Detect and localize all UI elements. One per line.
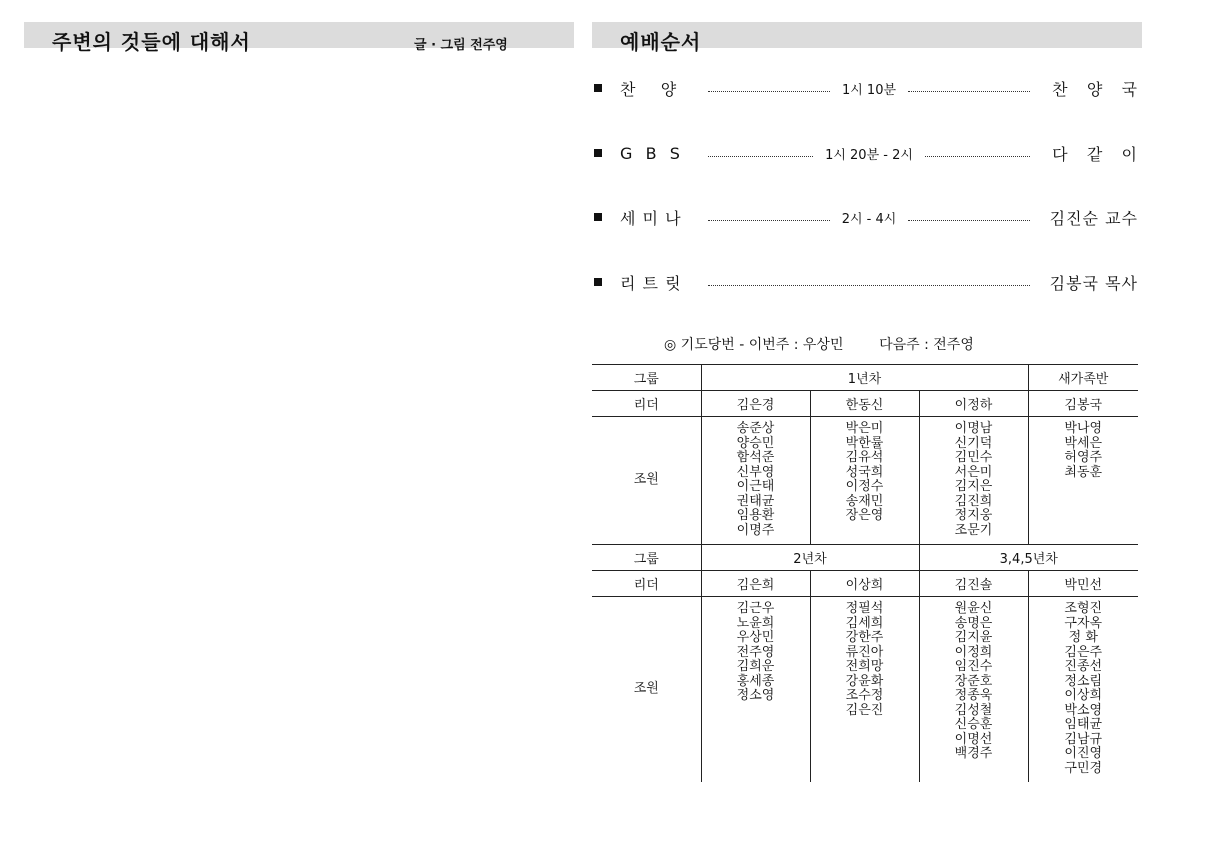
dotted-leader — [708, 91, 830, 92]
member-name: 김근우 — [736, 601, 775, 616]
member-name: 박은미 — [845, 421, 884, 436]
member-name: 진종선 — [1064, 659, 1103, 674]
member-name: 조형진 — [1064, 601, 1103, 616]
member-name: 임태균 — [1064, 717, 1103, 732]
dotted-leader — [908, 220, 1030, 221]
member-name: 이진영 — [1064, 746, 1103, 761]
order-label: 세 미 나 — [620, 208, 682, 228]
member-name: 박세은 — [1064, 435, 1103, 451]
member-name: 구민경 — [1064, 760, 1103, 776]
dotted-leader — [908, 91, 1030, 92]
member-list — [1028, 597, 1138, 783]
bullet-icon — [594, 213, 602, 221]
group-label: 그룹 — [592, 365, 701, 391]
leader-name: 김진솔 — [919, 571, 1028, 597]
dotted-leader — [925, 156, 1030, 157]
leader-name: 김봉국 — [1028, 391, 1138, 417]
order-row — [594, 206, 1138, 228]
member-name: 최동훈 — [1064, 464, 1103, 480]
member-name: 김지은 — [954, 479, 993, 494]
author-byline: 글 · 그림 전주영 — [414, 38, 508, 53]
member-name: 조문기 — [954, 522, 993, 538]
member-label: 조원 — [592, 597, 701, 783]
order-host: 김진순 교수 — [1049, 208, 1138, 228]
member-name: 김진희 — [954, 493, 993, 509]
year345-label: 3,4,5년차 — [919, 545, 1138, 571]
member-name: 정필석 — [845, 601, 884, 616]
worship-order-title: 예배순서 — [620, 30, 702, 54]
member-name: 김성철 — [954, 702, 993, 718]
member-name: 송명은 — [954, 615, 993, 631]
member-name: 노윤희 — [736, 615, 775, 631]
order-time: 2시 - 4시 — [841, 211, 897, 227]
member-name: 구자옥 — [1064, 615, 1103, 631]
leader-row — [592, 391, 1138, 417]
leader-name: 박민선 — [1028, 571, 1138, 597]
order-row — [594, 271, 1138, 293]
member-name: 전희망 — [845, 659, 884, 674]
member-name: 홍세종 — [736, 673, 775, 689]
member-name: 함석준 — [736, 450, 775, 465]
member-list — [701, 597, 810, 783]
dotted-leader — [708, 220, 830, 221]
member-name: 송준상 — [736, 421, 775, 436]
prayer-duty-line: ◎ 기도당번 - 이번주 : 우상민 다음주 : 전주영 — [664, 337, 974, 353]
year1-label: 1년차 — [701, 365, 1028, 391]
left-page-title: 주변의 것들에 대해서 — [52, 30, 251, 54]
member-name: 정소영 — [736, 688, 775, 703]
member-name: 조수정 — [845, 688, 884, 703]
member-name: 양승민 — [736, 435, 775, 451]
order-host: 다 같 이 — [1052, 144, 1139, 164]
order-host: 찬 양 국 — [1052, 79, 1138, 99]
member-name: 임용환 — [736, 508, 775, 523]
leader-name: 한동신 — [810, 391, 919, 417]
order-time: 1시 20분 - 2시 — [825, 147, 913, 163]
order-label: G B S — [620, 143, 681, 163]
member-list — [701, 417, 810, 545]
member-name: 신기덕 — [954, 435, 993, 451]
leader-name: 이정하 — [919, 391, 1028, 417]
member-label: 조원 — [592, 417, 701, 545]
member-name: 강윤화 — [845, 673, 884, 689]
member-name: 김남규 — [1064, 731, 1103, 747]
leader-name: 김은경 — [701, 391, 810, 417]
member-name: 우상민 — [736, 630, 775, 645]
member-name: 김민수 — [954, 450, 993, 465]
member-list — [1028, 417, 1138, 545]
member-name: 성국희 — [845, 464, 884, 480]
order-label: 리 트 릿 — [620, 273, 682, 293]
order-time: 1시 10분 — [841, 82, 897, 98]
order-host: 김봉국 목사 — [1049, 273, 1138, 293]
member-name: 강한주 — [845, 630, 884, 645]
newcomer-label: 새가족반 — [1028, 365, 1138, 391]
group-header-row — [592, 545, 1138, 571]
member-name: 신부영 — [736, 464, 775, 480]
bullet-icon — [594, 149, 602, 157]
member-name: 전주영 — [736, 644, 775, 660]
member-name: 김희운 — [736, 659, 775, 674]
member-name: 임진수 — [954, 659, 993, 674]
member-name: 김지윤 — [954, 630, 993, 645]
member-name: 김은진 — [845, 702, 884, 718]
member-name: 이근태 — [736, 479, 775, 494]
member-name: 이상희 — [1064, 688, 1103, 703]
dotted-leader — [708, 156, 813, 157]
group-label: 그룹 — [592, 545, 701, 571]
member-list — [919, 597, 1028, 783]
group-roster-table — [592, 364, 1138, 782]
member-name: 박소영 — [1064, 702, 1103, 718]
member-name: 장은영 — [845, 508, 884, 523]
member-name: 이정수 — [845, 479, 884, 494]
member-name: 박한률 — [845, 435, 884, 451]
year2-label: 2년차 — [701, 545, 919, 571]
member-name: 권태균 — [736, 493, 775, 509]
member-name: 신승훈 — [954, 717, 993, 732]
member-name: 서은미 — [954, 464, 993, 480]
leader-name: 이상희 — [810, 571, 919, 597]
group-header-row — [592, 365, 1138, 391]
order-row — [594, 77, 1138, 99]
member-name: 이명선 — [954, 731, 993, 747]
member-name: 정지웅 — [954, 508, 993, 523]
member-name: 허영주 — [1064, 450, 1103, 465]
leader-name: 김은희 — [701, 571, 810, 597]
member-list — [919, 417, 1028, 545]
member-name: 이명남 — [954, 421, 993, 436]
member-name: 장준호 — [954, 673, 993, 689]
order-label: 찬 양 — [620, 79, 678, 99]
member-name: 류진아 — [845, 644, 884, 660]
order-row — [594, 142, 1138, 164]
bullet-icon — [594, 278, 602, 286]
leader-label: 리더 — [592, 391, 701, 417]
dotted-leader — [708, 285, 1030, 286]
bullet-icon — [594, 84, 602, 92]
member-name: 송재민 — [845, 493, 884, 509]
member-name: 정 화 — [1068, 630, 1098, 645]
member-name: 정종욱 — [954, 688, 993, 703]
member-row — [592, 597, 1138, 783]
member-name: 박나영 — [1064, 421, 1103, 436]
member-row — [592, 417, 1138, 545]
member-name: 이정희 — [954, 644, 993, 660]
leader-label: 리더 — [592, 571, 701, 597]
member-name: 김유석 — [845, 450, 884, 465]
member-name: 원윤신 — [954, 601, 993, 616]
leader-row — [592, 571, 1138, 597]
member-name: 백경주 — [954, 746, 993, 761]
member-list — [810, 597, 919, 783]
member-name: 김은주 — [1064, 644, 1103, 660]
member-name: 이명주 — [736, 522, 775, 538]
member-list — [810, 417, 919, 545]
member-name: 정소림 — [1064, 673, 1103, 689]
member-name: 김세희 — [845, 615, 884, 631]
